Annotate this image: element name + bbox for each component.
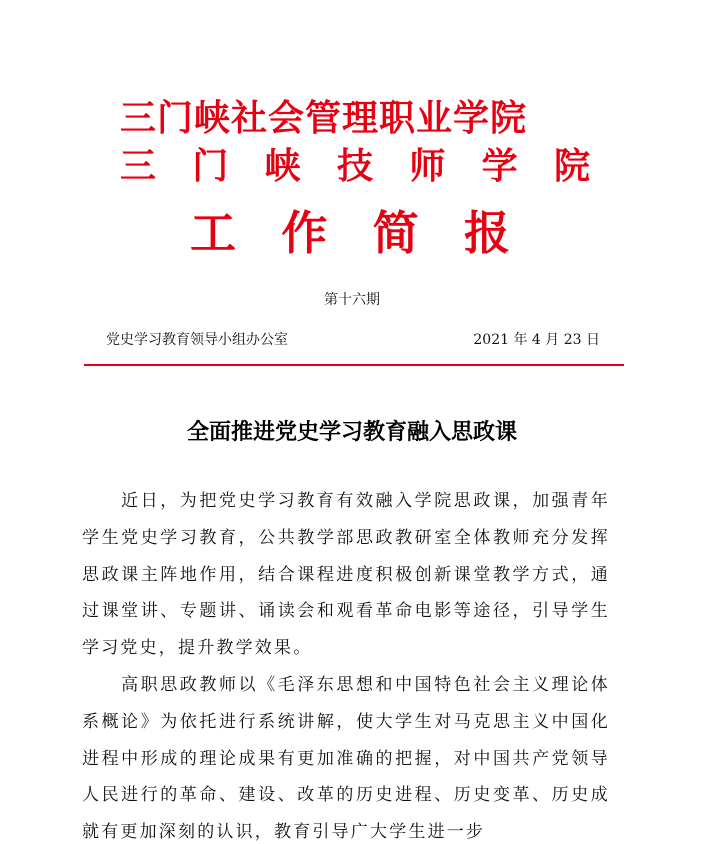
article-title: 全面推进党史学习教育融入思政课 [186,419,517,445]
article-paragraph: 高职思政教师以《毛泽东思想和中国特色社会主义理论体系概论》为依托进行系统讲解，使大学生对马克思主义中国化进程中形成的理论成果有更加准确的把握，对中国共产党领导人民进行的革命、建设、改革的历史进程、历史变革、历史成就有更加深刻的认识，教育引导广大学生进一步 [82,674,610,843]
bulletin-title-char: 简 [372,206,419,260]
bulletin-title-char: 作 [281,206,328,260]
masthead-school-char: 门 [192,145,229,187]
masthead-school-char: 峡 [264,145,301,187]
issue-number: 第十六期 [324,292,380,308]
masthead-school-char: 三 [120,145,157,187]
bulletin-title [190,205,510,261]
masthead-school-name [120,144,590,188]
masthead-school-char: 技 [336,145,373,187]
masthead-school-char: 院 [553,145,590,187]
red-divider-line [84,364,624,366]
issue-date: 2021 年 4 月 23 日 [473,332,600,348]
article-body [82,483,610,844]
article-paragraph: 近日，为把党史学习教育有效融入学院思政课，加强青年学生党史学习教育，公共教学部思政教研室全体教师充分发挥思政课主阵地作用，结合课程进度积极创新课堂教学方式，通过课堂讲、专题讲、诵读会和观看革命电影等途径，引导学生学习党史，提升教学效果。 [82,491,610,659]
masthead-school-char: 师 [409,145,446,187]
issuing-office: 党史学习教育领导小组办公室 [106,332,288,348]
bulletin-title-char: 报 [463,206,510,260]
bulletin-title-char: 工 [190,206,236,260]
masthead-college-name: 三门峡社会管理职业学院 [120,97,528,139]
masthead-school-char: 学 [481,145,518,187]
